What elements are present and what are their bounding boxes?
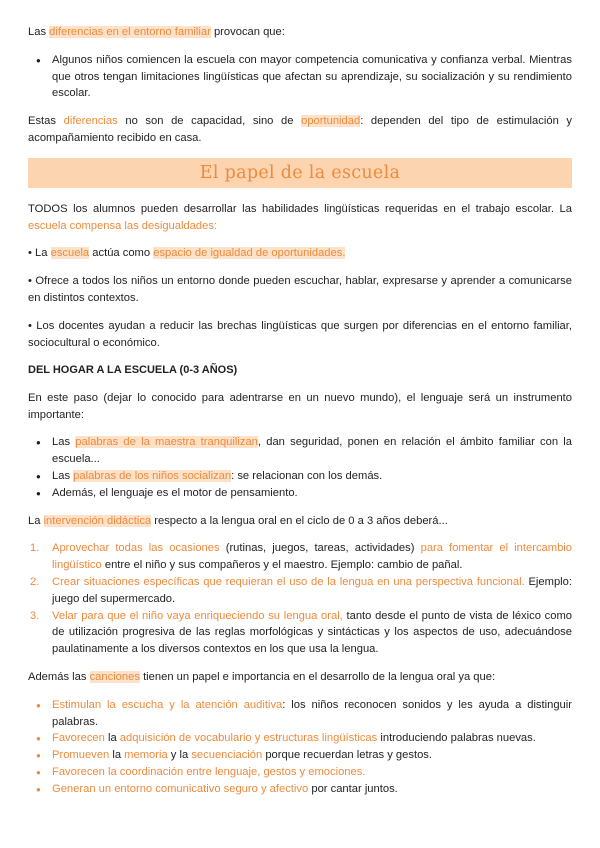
emphasis: la coordinación entre lenguaje, gestos y emociones. [107, 766, 366, 778]
highlight: espacio de igualdad de oportunidades. [153, 247, 346, 260]
intro-paragraph [28, 24, 572, 41]
text: no son de capacidad, sino de [125, 115, 294, 128]
canciones-list [28, 697, 572, 798]
text: actúa como [92, 247, 151, 260]
text: • La [28, 247, 48, 260]
intro-list [28, 52, 572, 102]
emphasis: Crear situaciones específicas que requieran el uso de la lengua en una perspectiva funcional. [52, 576, 525, 589]
list-item [52, 747, 572, 764]
highlight: palabras de la maestra tranquilizan [75, 436, 258, 449]
highlight: escuela [50, 247, 90, 260]
emphasis: Generan un entorno comunicativo seguro y afectivo [52, 782, 309, 795]
list-item [52, 764, 572, 781]
differences-paragraph [28, 113, 572, 147]
escuela-point-1 [28, 245, 572, 262]
canciones-paragraph [28, 669, 572, 686]
text: Además las [28, 671, 87, 684]
intervencion-paragraph [28, 513, 572, 530]
text: TODOS los alumnos pueden desarrollar las habilidades lingüísticas requeridas en el trabajo escolar. La [28, 202, 572, 215]
emphasis: memoria [124, 749, 168, 762]
list-item [52, 574, 572, 608]
emphasis: Promueven [52, 749, 110, 762]
emphasis: Favorecen [52, 766, 105, 778]
text: : dependen del tipo de estimulación y acompañamiento recibido en casa. [28, 115, 573, 144]
text: Ejemplo: juego del supermercado. [52, 576, 572, 605]
highlight: oportunidad [301, 115, 361, 128]
document-page [28, 24, 572, 809]
highlight: diferencias en el entorno familiar [49, 26, 211, 38]
list-item [52, 730, 572, 747]
text: entre el niño y sus compañeros y el maestro. Ejemplo: cambio de pañal. [104, 559, 463, 572]
text: por cantar juntos. [311, 782, 398, 795]
emphasis: Aprovechar todas las ocasiones [52, 542, 220, 555]
text: respecto a la lengua oral en el ciclo de 0 a 3 años deberá... [154, 514, 448, 527]
list-item [52, 697, 572, 731]
list-item [52, 540, 572, 574]
text: provocan que: [213, 26, 285, 38]
text: La [28, 514, 41, 527]
list-item [52, 781, 572, 798]
emphasis: Estimulan la escucha y la atención auditiva [52, 698, 283, 711]
section-title: El papel de la escuela [199, 162, 401, 183]
escuela-paragraph [28, 201, 572, 235]
emphasis: secuenciación [191, 749, 263, 762]
text: Las [52, 436, 71, 449]
highlight: canciones [89, 671, 140, 684]
escuela-point-3: • Los docentes ayudan a reducir las brechas lingüísticas que surgen por diferencias en el entorno familiar, sociocultural o económico. [28, 319, 572, 349]
text: tanto desde el punto de vista de léxico como de utilización progresiva de las reglas morfológicas y sintácticas y los aspectos de uso, adecuándose paulatinamente a los diversos contextos en los que usa la lengua. [52, 609, 572, 656]
text: , dan seguridad, ponen en relación el ámbito familiar con la escuela... [52, 436, 572, 466]
list-item: ● Además, el lenguaje es el motor de pensamiento. [52, 485, 572, 502]
hogar-paragraph: En este paso (dejar lo conocido para adentrarse en un nuevo mundo), el lenguaje será un instrumento importante: [28, 391, 572, 421]
emphasis: Velar para que el niño vaya enriqueciendo su lengua oral, [52, 609, 343, 622]
section-heading: DEL HOGAR A LA ESCUELA (0-3 AÑOS) [28, 364, 238, 377]
list-item [52, 608, 572, 658]
text: Estas [28, 115, 56, 128]
text: la [112, 749, 122, 762]
text: Las [28, 26, 47, 38]
emphasis: adquisición de vocabulario y estructuras lingüísticas [119, 732, 378, 745]
emphasis: escuela compensa las desigualdades: [28, 219, 218, 232]
list-item [52, 434, 572, 468]
text: la [107, 732, 117, 745]
text: : se relacionan con los demás. [231, 470, 383, 483]
text: (rutinas, juegos, tareas, actividades) [225, 542, 415, 555]
highlight: intervención didáctica [43, 514, 152, 527]
emphasis: para fomentar el intercambio lingüístico [52, 542, 573, 572]
list-item: ● Algunos niños comiencen la escuela con mayor competencia comunicativa y confianza verbal. Mientras que otros tengan limitaciones lingüísticas que afectan su aprendizaje, su socialización y su rendimiento escolar. [52, 52, 572, 102]
text: Las [52, 470, 71, 483]
text: introduciendo palabras nuevas. [380, 732, 536, 745]
text: tienen un papel e importancia en el desarrollo de la lengua oral ya que: [143, 671, 496, 684]
intervencion-list [28, 540, 572, 658]
hogar-list [28, 434, 572, 501]
text: y la [170, 749, 189, 762]
text: porque recuerdan letras y gestos. [265, 749, 432, 762]
escuela-point-2: • Ofrece a todos los niños un entorno donde pueden escuchar, hablar, expresarse y aprender a comunicarse en distintos contextos. [28, 275, 572, 304]
emphasis: Favorecen [52, 732, 105, 745]
text: : los niños reconocen sonidos y les ayuda a distinguir palabras. [52, 698, 572, 728]
highlight: palabras de los niños socializan [73, 470, 232, 483]
section-banner [28, 158, 572, 188]
emphasis: diferencias [63, 115, 118, 128]
list-item [52, 468, 572, 485]
